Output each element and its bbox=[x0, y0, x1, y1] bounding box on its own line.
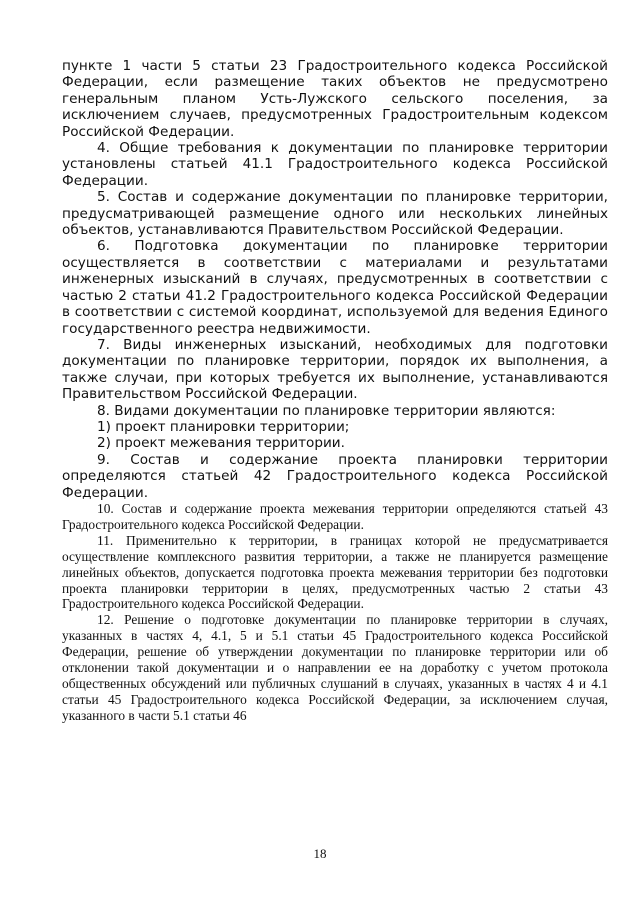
page-number: 18 bbox=[313, 846, 327, 861]
paragraph-5: 5. Состав и содержание документации по планировке территории, предусматривающей размещение одного или нескольких линейных объектов, устанавливаются Правительством Российской Федерации. bbox=[62, 189, 608, 239]
paragraph-8: 8. Видами документации по планировке территории являются: bbox=[97, 402, 556, 419]
list-item-2: 2) проект межевания территории. bbox=[97, 435, 345, 452]
list-item-1: 1) проект планировки территории; bbox=[97, 418, 350, 435]
document-page bbox=[62, 58, 608, 724]
paragraph-continuation: пункте 1 части 5 статьи 23 Градостроительного кодекса Российской Федерации, если размещение таких объектов не предусмотрено генеральным планом Усть-Лужского сельского поселения, за исключением случаев, предусмотренных Градостроительным кодексом Российской Федерации. bbox=[62, 58, 608, 140]
paragraph-6: 6. Подготовка документации по планировке территории осуществляется в соответствии с материалами и результатами инженерных изысканий в случаях, предусмотренных в соответствии с частью 2 статьи 41.2 Градостроительного кодекса Российской Федерации в соответствии с системой координат, используемой для ведения Единого государственного реестра недвижимости. bbox=[62, 238, 608, 337]
paragraph-7: 7. Виды инженерных изысканий, необходимых для подготовки документации по планировке территории, порядок их выполнения, а также случаи, при которых требуется их выполнение, устанавливаются Правительством Российской Федерации. bbox=[62, 336, 608, 403]
paragraph-9: 9. Состав и содержание проекта планировки территории определяются статьей 42 Градостроительного кодекса Российской Федерации. bbox=[62, 451, 608, 501]
paragraph-10: 10. Состав и содержание проекта межевания территории определяются статьей 43 Градостроительного кодекса Российской Федерации. bbox=[62, 500, 608, 532]
paragraph-11: 11. Применительно к территории, в границах которой не предусматривается осуществление комплексного развития территории, а также не планируется размещение линейных объектов, допускается подготовка проекта межевания территории без подготовки проекта планировки территории в целях, предусмотренных частью 2 статьи 43 Градостроительного кодекса Российской Федерации. bbox=[62, 532, 608, 612]
serif-section bbox=[62, 501, 608, 724]
paragraph-4: 4. Общие требования к документации по планировке территории установлены статьей 41.1 Градостроительного кодекса Российской Федерации. bbox=[62, 140, 608, 189]
paragraph-12: 12. Решение о подготовке документации по планировке территории в случаях, указанных в частях 4, 4.1, 5 и 5.1 статьи 45 Градостроительного кодекса Российской Федерации, решение об утверждении документации по планировке территории или об отклонении такой документации и о направлении ее на доработку с учетом протокола общественных обсуждений или публичных слушаний в случаях, указанных в частях 4 и 4.1 статьи 45 Градостроительного кодекса Российской Федерации, за исключением случая, указанного в части 5.1 статьи 46 bbox=[62, 612, 608, 723]
